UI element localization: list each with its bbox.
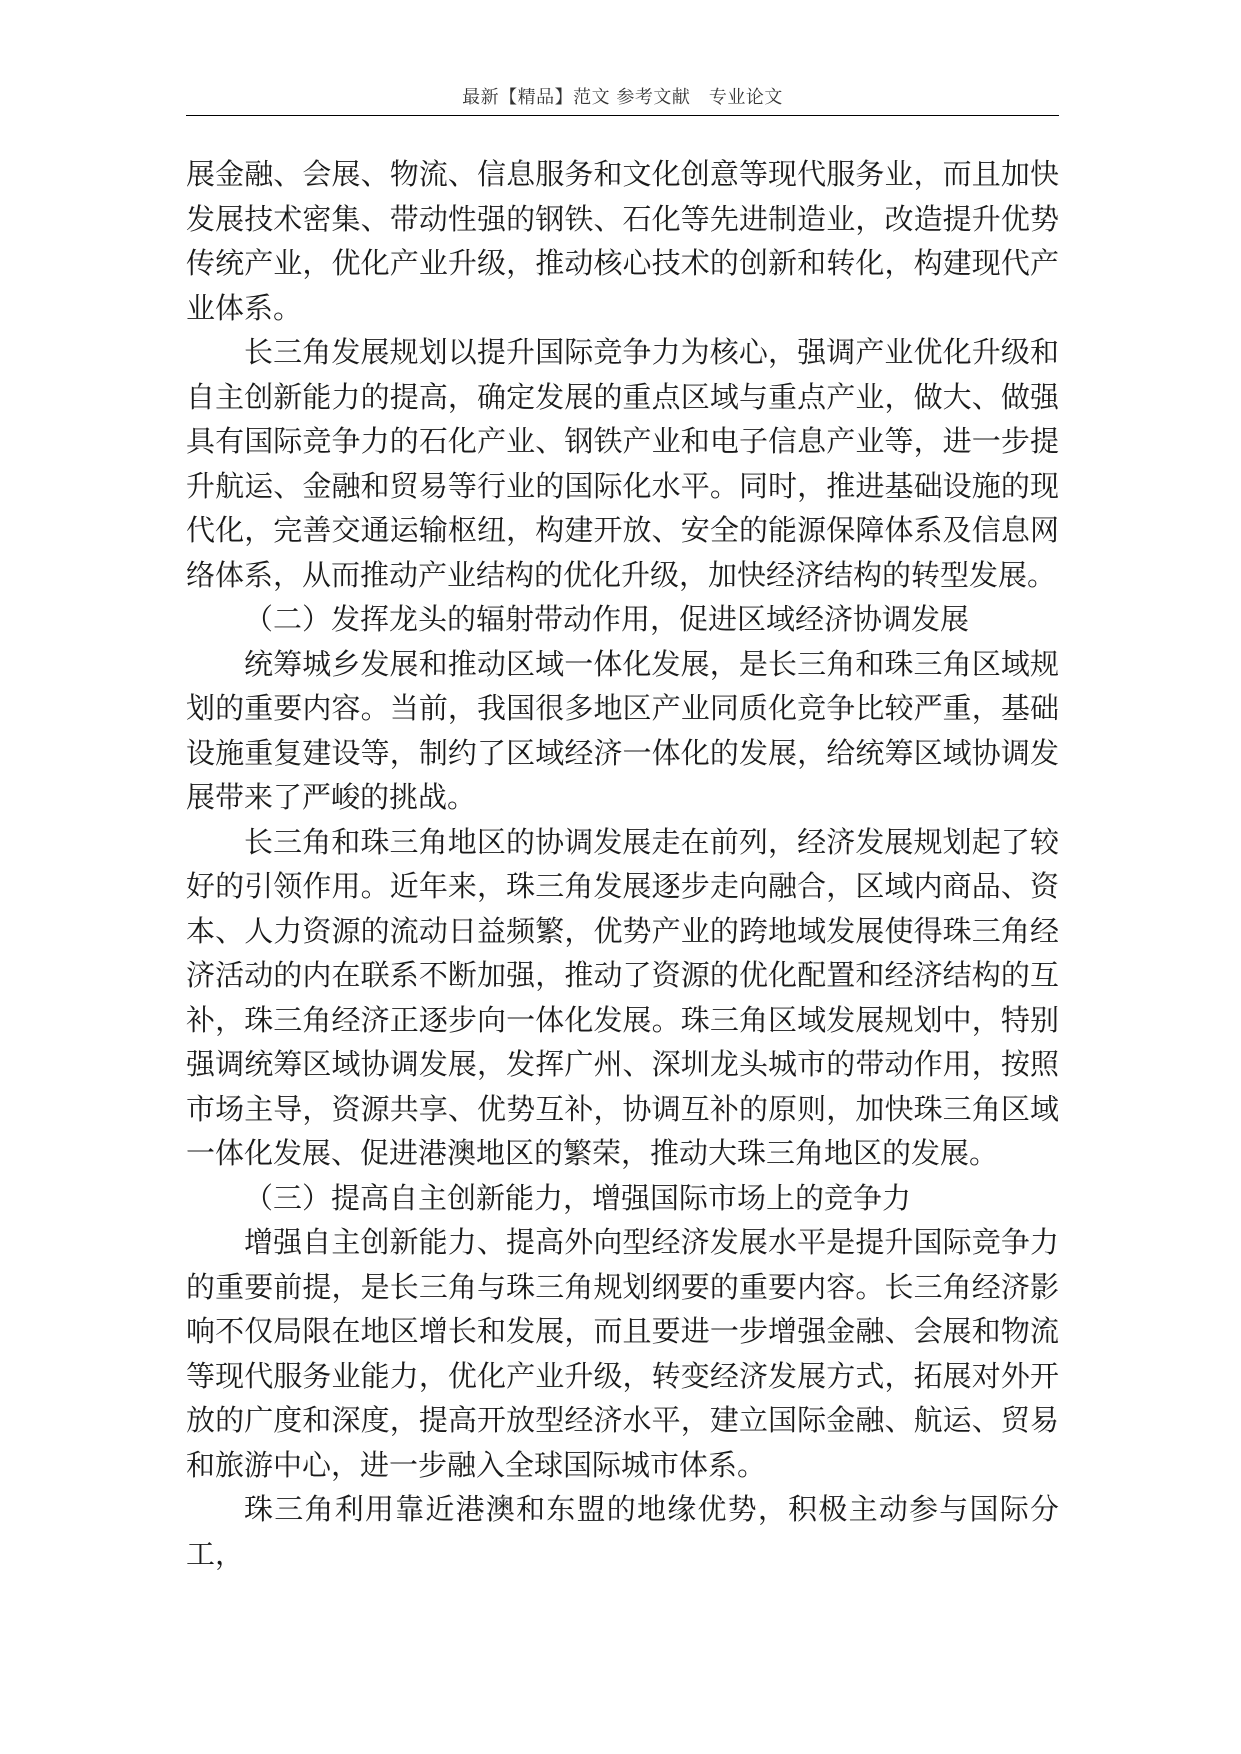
header-divider [186, 115, 1059, 116]
paragraph: 长三角发展规划以提升国际竞争力为核心，强调产业优化升级和自主创新能力的提高，确定发展的重点区域与重点产业，做大、做强具有国际竞争力的石化产业、钢铁产业和电子信息产业等，进一步提升航运、金融和贸易等行业的国际化水平。同时，推进基础设施的现代化，完善交通运输枢纽，构建开放、安全的能源保障体系及信息网络体系，从而推动产业结构的优化升级，加快经济结构的转型发展。 [186, 335, 1059, 592]
paragraph: 统筹城乡发展和推动区域一体化发展，是长三角和珠三角区域规划的重要内容。当前，我国很多地区产业同质化竞争比较严重，基础设施重复建设等，制约了区域经济一体化的发展，给统筹区域协调发展带来了严峻的挑战。 [186, 646, 1059, 814]
page-header: 最新【精品】范文 参考文献 专业论文 [462, 87, 783, 108]
document-body [186, 152, 1059, 1576]
section-heading: （三）提高自主创新能力，增强国际市场上的竞争力 [244, 1180, 912, 1215]
paragraph: 长三角和珠三角地区的协调发展走在前列，经济发展规划起了较好的引领作用。近年来，珠三角发展逐步走向融合，区域内商品、资本、人力资源的流动日益频繁，优势产业的跨地域发展使得珠三角经济活动的内在联系不断加强，推动了资源的优化配置和经济结构的互补，珠三角经济正逐步向一体化发展。珠三角区域发展规划中，特别强调统筹区域协调发展，发挥广州、深圳龙头城市的带动作用，按照市场主导，资源共享、优势互补，协调互补的原则，加快珠三角区域一体化发展、促进港澳地区的繁荣，推动大珠三角地区的发展。 [186, 824, 1059, 1170]
paragraph: 珠三角利用靠近港澳和东盟的地缘优势，积极主动参与国际分工， [186, 1492, 1059, 1571]
paragraph: 展金融、会展、物流、信息服务和文化创意等现代服务业，而且加快发展技术密集、带动性强的钢铁、石化等先进制造业，改造提升优势传统产业，优化产业升级，推动核心技术的创新和转化，构建现代产业体系。 [186, 157, 1059, 325]
section-heading: （二）发挥龙头的辐射带动作用，促进区域经济协调发展 [244, 602, 970, 636]
paragraph: 增强自主创新能力、提高外向型经济发展水平是提升国际竞争力的重要前提，是长三角与珠三角规划纲要的重要内容。长三角经济影响不仅局限在地区增长和发展，而且要进一步增强金融、会展和物流等现代服务业能力，优化产业升级，转变经济发展方式，拓展对外开放的广度和深度，提高开放型经济水平，建立国际金融、航运、贸易和旅游中心，进一步融入全球国际城市体系。 [186, 1225, 1059, 1482]
